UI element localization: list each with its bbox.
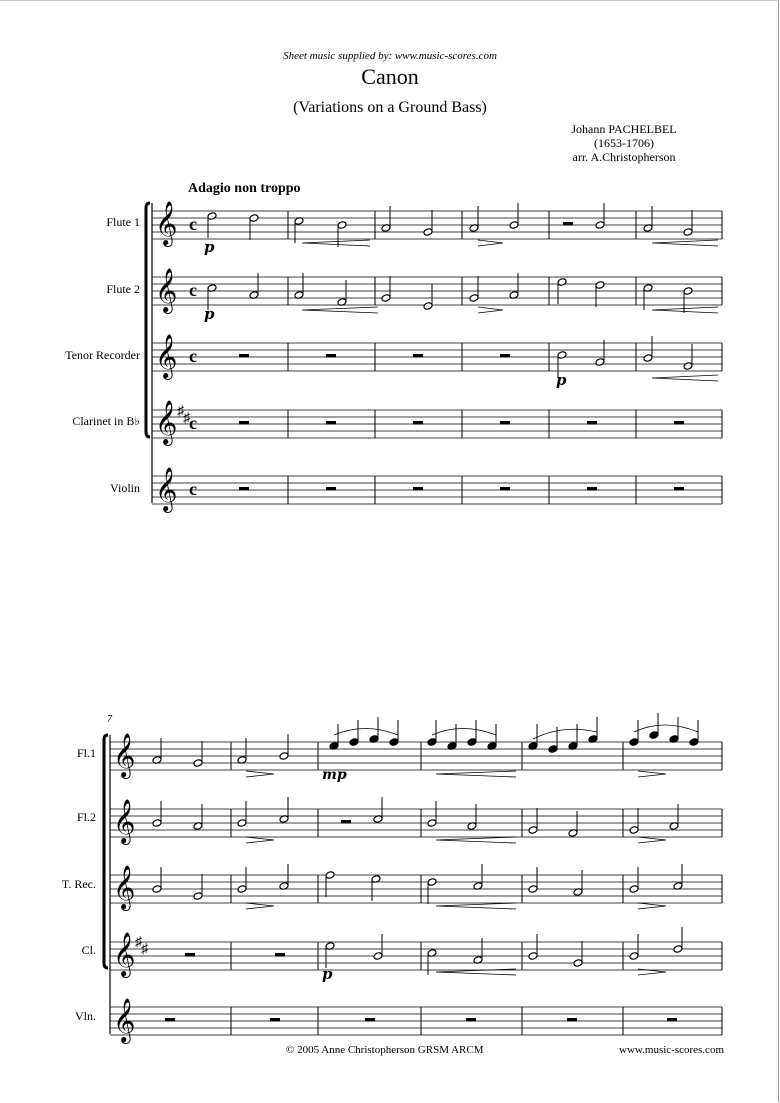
common-time-icon: c bbox=[189, 479, 197, 499]
half-rest bbox=[185, 953, 195, 957]
half-rest bbox=[326, 487, 336, 491]
slur bbox=[533, 729, 597, 739]
composer-dates: (1653-1706) bbox=[594, 136, 654, 150]
note-head bbox=[427, 878, 437, 887]
dynamic-piano: p bbox=[556, 371, 567, 389]
half-rest bbox=[674, 487, 684, 491]
half-rest bbox=[326, 354, 336, 358]
note-head bbox=[427, 819, 437, 828]
notes-system-1 bbox=[207, 203, 718, 491]
note-head bbox=[595, 281, 605, 290]
note-head bbox=[423, 228, 433, 237]
note-head bbox=[193, 892, 203, 901]
half-rest bbox=[413, 421, 423, 425]
note-head bbox=[325, 871, 335, 880]
decrescendo-hairpin bbox=[478, 307, 503, 313]
half-rest bbox=[413, 354, 423, 358]
note-head bbox=[337, 221, 347, 230]
instrument-label-violin: Violin bbox=[110, 481, 140, 495]
note-head bbox=[683, 362, 693, 371]
tempo-marking: Adagio non troppo bbox=[188, 181, 301, 196]
note-head bbox=[193, 759, 203, 768]
decrescendo-hairpin bbox=[638, 837, 666, 843]
note-head bbox=[349, 738, 359, 747]
treble-clef-icon: 𝄞 bbox=[113, 998, 136, 1042]
common-time-icon: c bbox=[189, 214, 197, 234]
crescendo-hairpin bbox=[436, 771, 516, 777]
crescendo-hairpin bbox=[436, 903, 516, 909]
decrescendo-hairpin bbox=[638, 771, 666, 777]
decrescendo-hairpin bbox=[246, 771, 274, 777]
crescendo-hairpin bbox=[302, 307, 378, 313]
crescendo-hairpin bbox=[436, 837, 516, 843]
crescendo-hairpin bbox=[652, 240, 718, 246]
half-rest bbox=[466, 1018, 476, 1022]
note-head bbox=[548, 745, 558, 754]
note-head bbox=[381, 294, 391, 303]
note-head bbox=[427, 738, 437, 747]
common-time-icon: c bbox=[189, 346, 197, 366]
note-head bbox=[152, 885, 162, 894]
common-time-icon: c bbox=[189, 413, 197, 433]
dynamic-piano: p bbox=[322, 965, 333, 983]
half-rest bbox=[326, 421, 336, 425]
crescendo-hairpin bbox=[652, 375, 718, 381]
sharp-icon: ♯ bbox=[141, 942, 148, 957]
instrument-label-flute2: Flute 2 bbox=[106, 282, 140, 296]
note-head bbox=[207, 212, 217, 221]
copyright-notice: © 2005 Anne Christopherson GRSM ARCM bbox=[286, 1044, 484, 1056]
half-rest bbox=[567, 1018, 577, 1022]
half-rest bbox=[270, 1018, 280, 1022]
dynamic-mezzo-piano: mp bbox=[322, 767, 347, 783]
half-rest bbox=[413, 487, 423, 491]
instrument-label-fl1: Fl.1 bbox=[76, 746, 96, 760]
bracket bbox=[146, 203, 150, 437]
decrescendo-hairpin bbox=[638, 903, 666, 909]
half-rest bbox=[165, 1018, 175, 1022]
note-head bbox=[389, 738, 399, 747]
half-rest bbox=[587, 487, 597, 491]
system-1 bbox=[146, 201, 722, 513]
half-rest bbox=[500, 421, 510, 425]
half-rest bbox=[365, 1018, 375, 1022]
note-head bbox=[528, 952, 538, 961]
note-head bbox=[528, 885, 538, 894]
note-head bbox=[573, 959, 583, 968]
footer-website: www.music-scores.com bbox=[619, 1044, 724, 1056]
note-head bbox=[279, 752, 289, 761]
sharp-icon: ♯ bbox=[177, 404, 184, 419]
note-head bbox=[373, 952, 383, 961]
treble-clef-icon: 𝄞 bbox=[113, 799, 136, 843]
note-head bbox=[629, 952, 639, 961]
note-head bbox=[629, 738, 639, 747]
instrument-label-cl: Cl. bbox=[81, 943, 96, 957]
treble-clef-icon: 𝄞 bbox=[155, 201, 178, 245]
note-head bbox=[629, 885, 639, 894]
treble-clef-icon: 𝄞 bbox=[113, 932, 136, 976]
composer-name: Johann PACHELBEL bbox=[571, 122, 677, 136]
slur bbox=[334, 729, 398, 736]
note-head bbox=[152, 819, 162, 828]
note-head bbox=[673, 945, 683, 954]
note-head bbox=[643, 354, 653, 363]
slur bbox=[432, 729, 496, 736]
note-head bbox=[595, 221, 605, 230]
sharp-icon: ♯ bbox=[135, 935, 142, 950]
instrument-label-trec: T. Rec. bbox=[61, 877, 96, 891]
note-head bbox=[237, 885, 247, 894]
half-rest bbox=[667, 1018, 677, 1022]
note-head bbox=[528, 826, 538, 835]
crescendo-hairpin bbox=[652, 307, 718, 313]
crescendo-hairpin bbox=[302, 240, 370, 246]
piece-subtitle: (Variations on a Ground Bass) bbox=[293, 99, 487, 116]
half-rest bbox=[563, 222, 573, 226]
half-rest bbox=[674, 421, 684, 425]
dynamic-piano: p bbox=[204, 305, 215, 323]
supplied-by-note: Sheet music supplied by: www.music-scores.com bbox=[283, 50, 497, 62]
instrument-label-flute1: Flute 1 bbox=[106, 215, 140, 229]
arranger-credit: arr. A.Christopherson bbox=[572, 150, 676, 164]
note-head bbox=[249, 214, 259, 223]
decrescendo-hairpin bbox=[246, 903, 274, 909]
note-head bbox=[683, 228, 693, 237]
notes-system-2 bbox=[152, 713, 699, 1022]
half-rest bbox=[239, 421, 249, 425]
treble-clef-icon: 𝄞 bbox=[155, 268, 178, 312]
treble-clef-icon: 𝄞 bbox=[113, 865, 136, 909]
half-rest bbox=[587, 421, 597, 425]
instrument-label-tenor-recorder: Tenor Recorder bbox=[65, 348, 140, 362]
half-rest bbox=[500, 487, 510, 491]
treble-clef-icon: 𝄞 bbox=[155, 400, 178, 444]
treble-clef-icon: 𝄞 bbox=[155, 467, 178, 511]
half-rest bbox=[239, 354, 249, 358]
note-head bbox=[595, 358, 605, 367]
decrescendo-hairpin bbox=[246, 837, 274, 843]
instrument-label-fl2: Fl.2 bbox=[76, 810, 96, 824]
instrument-label-clarinet: Clarinet in B♭ bbox=[72, 414, 140, 428]
note-head bbox=[649, 731, 659, 740]
common-time-icon: c bbox=[189, 280, 197, 300]
half-rest bbox=[341, 820, 351, 824]
note-head bbox=[557, 351, 567, 360]
half-rest bbox=[500, 354, 510, 358]
slur bbox=[634, 725, 698, 732]
piece-title: Canon bbox=[361, 64, 419, 89]
measure-number: 7 bbox=[107, 714, 112, 725]
bracket bbox=[104, 735, 108, 968]
sharp-icon: ♯ bbox=[183, 411, 190, 426]
note-head bbox=[467, 738, 477, 747]
note-head bbox=[683, 287, 693, 296]
decrescendo-hairpin bbox=[478, 240, 503, 246]
note-head bbox=[557, 278, 567, 287]
system-2 bbox=[104, 713, 722, 1044]
treble-clef-icon: 𝄞 bbox=[155, 334, 178, 378]
note-head bbox=[423, 302, 433, 311]
note-head bbox=[469, 294, 479, 303]
note-head bbox=[237, 819, 247, 828]
instrument-label-vln: Vln. bbox=[75, 1009, 96, 1023]
dynamic-piano: p bbox=[204, 238, 215, 256]
half-rest bbox=[275, 953, 285, 957]
treble-clef-icon: 𝄞 bbox=[113, 733, 136, 777]
note-head bbox=[629, 826, 639, 835]
note-head bbox=[689, 738, 699, 747]
half-rest bbox=[239, 487, 249, 491]
note-head bbox=[509, 221, 519, 230]
